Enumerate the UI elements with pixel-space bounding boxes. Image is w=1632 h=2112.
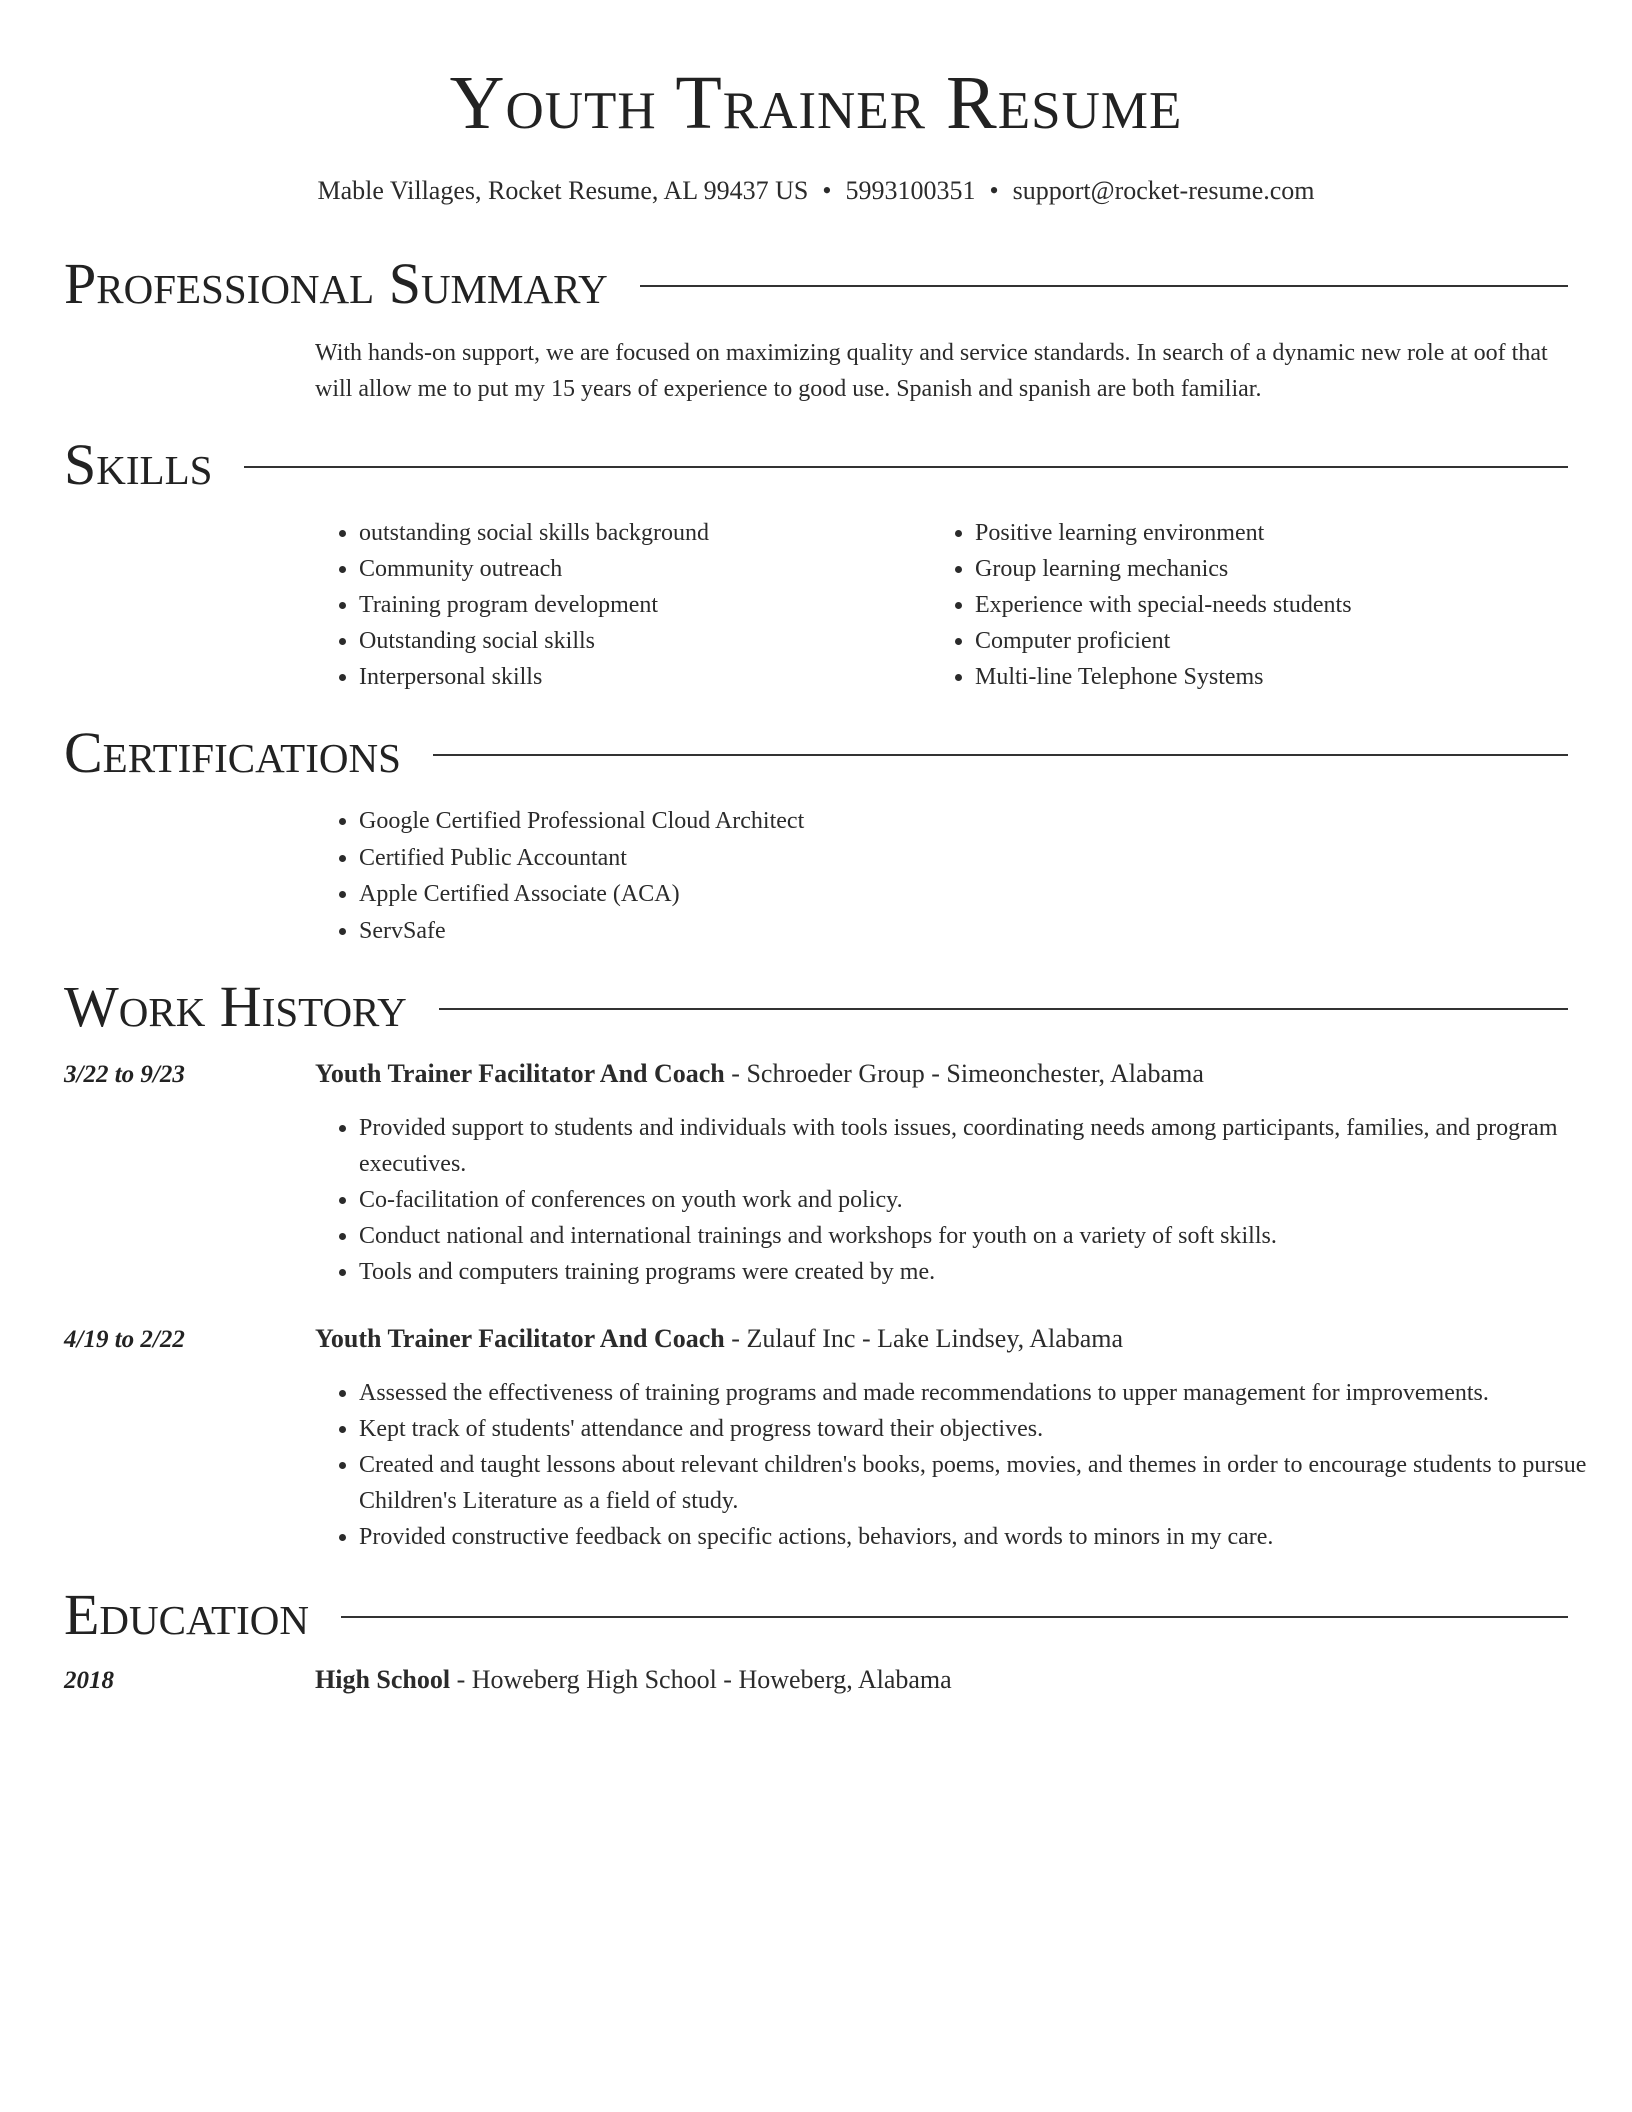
- work-heading: Work History: [64, 974, 407, 1039]
- job-bullet: • Provided support to students and individuals with tools issues, coordinating needs among participants, families, and program executives.: [359, 1110, 1612, 1182]
- skills-section-header: [64, 433, 1568, 497]
- skills-list-left: [315, 515, 931, 695]
- work-section-header: [64, 975, 1568, 1039]
- education-year: 2018: [64, 1667, 114, 1694]
- job-bullet: • Kept track of students' attendance and progress toward their objectives.: [359, 1411, 1612, 1447]
- section-divider: [341, 1616, 1568, 1618]
- education-heading-line: [315, 1663, 1568, 1697]
- skill-item: • Experience with special-needs students: [975, 587, 1568, 623]
- job-dates: 4/19 to 2/22: [64, 1326, 185, 1353]
- education-degree: High School: [315, 1665, 451, 1694]
- skills-list-right: [931, 515, 1568, 695]
- job-bullet: • Conduct national and international trainings and workshops for youth on a variety of soft skills.: [359, 1218, 1612, 1254]
- job-details: - Schroeder Group - Simeonchester, Alabama: [724, 1059, 1204, 1088]
- job-bullet: • Provided constructive feedback on specific actions, behaviors, and words to minors in my care.: [359, 1519, 1612, 1555]
- education-details: - Howeberg High School - Howeberg, Alabama: [450, 1665, 952, 1694]
- education-section-header: [64, 1583, 1568, 1647]
- skills-grid: [315, 515, 1568, 695]
- summary-content: [315, 335, 1568, 407]
- job-role: Youth Trainer Facilitator And Coach: [315, 1324, 725, 1353]
- skill-item: • Computer proficient: [975, 623, 1568, 659]
- skill-item: • Multi-line Telephone Systems: [975, 659, 1568, 695]
- contact-address: Mable Villages, Rocket Resume, AL 99437 US: [317, 176, 809, 205]
- certifications-section-header: [64, 721, 1568, 785]
- certification-item: • Certified Public Accountant: [359, 840, 1568, 877]
- contact-separator: •: [822, 176, 832, 205]
- section-divider: [244, 466, 1568, 468]
- resume-title: Youth Trainer Resume: [449, 61, 1183, 145]
- contact-separator: •: [989, 176, 999, 205]
- contact-email: support@rocket-resume.com: [1012, 176, 1315, 205]
- skill-item: • Interpersonal skills: [359, 659, 931, 695]
- section-divider: [433, 754, 1568, 756]
- section-divider: [439, 1008, 1568, 1010]
- contact-line: [64, 174, 1568, 208]
- job-bullets: [315, 1110, 1612, 1290]
- job-bullets: [315, 1375, 1612, 1555]
- job-bullet: • Co-facilitation of conferences on youth work and policy.: [359, 1182, 1612, 1218]
- skill-item: • Positive learning environment: [975, 515, 1568, 551]
- summary-heading: Professional Summary: [64, 251, 608, 316]
- section-divider: [640, 285, 1568, 287]
- skills-heading: Skills: [64, 432, 213, 497]
- job-role: Youth Trainer Facilitator And Coach: [315, 1059, 725, 1088]
- certification-item: • ServSafe: [359, 913, 1568, 950]
- summary-section-header: [64, 252, 1568, 316]
- certification-item: • Google Certified Professional Cloud Architect: [359, 803, 1568, 840]
- skill-item: • outstanding social skills background: [359, 515, 931, 551]
- summary-text: With hands-on support, we are focused on maximizing quality and service standards. In search of a dynamic new role at oof that will allow me to put my 15 years of experience to good use. Spanish and spanish are both familiar.: [315, 340, 1548, 402]
- certifications-content: [315, 803, 1568, 949]
- contact-phone: 5993100351: [845, 176, 976, 205]
- skill-item: • Training program development: [359, 587, 931, 623]
- skill-item: • Outstanding social skills: [359, 623, 931, 659]
- skill-item: • Group learning mechanics: [975, 551, 1568, 587]
- job-bullet: • Assessed the effectiveness of training programs and made recommendations to upper management for improvements.: [359, 1375, 1612, 1411]
- certification-item: • Apple Certified Associate (ACA): [359, 876, 1568, 913]
- job-heading: [315, 1057, 1568, 1091]
- certifications-heading: Certifications: [64, 720, 401, 785]
- skill-item: • Community outreach: [359, 551, 931, 587]
- job-dates: 3/22 to 9/23: [64, 1061, 185, 1088]
- job-details: - Zulauf Inc - Lake Lindsey, Alabama: [724, 1324, 1124, 1353]
- certifications-list: [315, 803, 1568, 949]
- job-bullet: • Created and taught lessons about relevant children's books, poems, movies, and themes in order to encourage students to pursue Children's Literature as a field of study.: [359, 1447, 1612, 1519]
- job-bullet: • Tools and computers training programs were created by me.: [359, 1254, 1612, 1290]
- education-heading: Education: [64, 1582, 309, 1647]
- job-heading: [315, 1322, 1568, 1356]
